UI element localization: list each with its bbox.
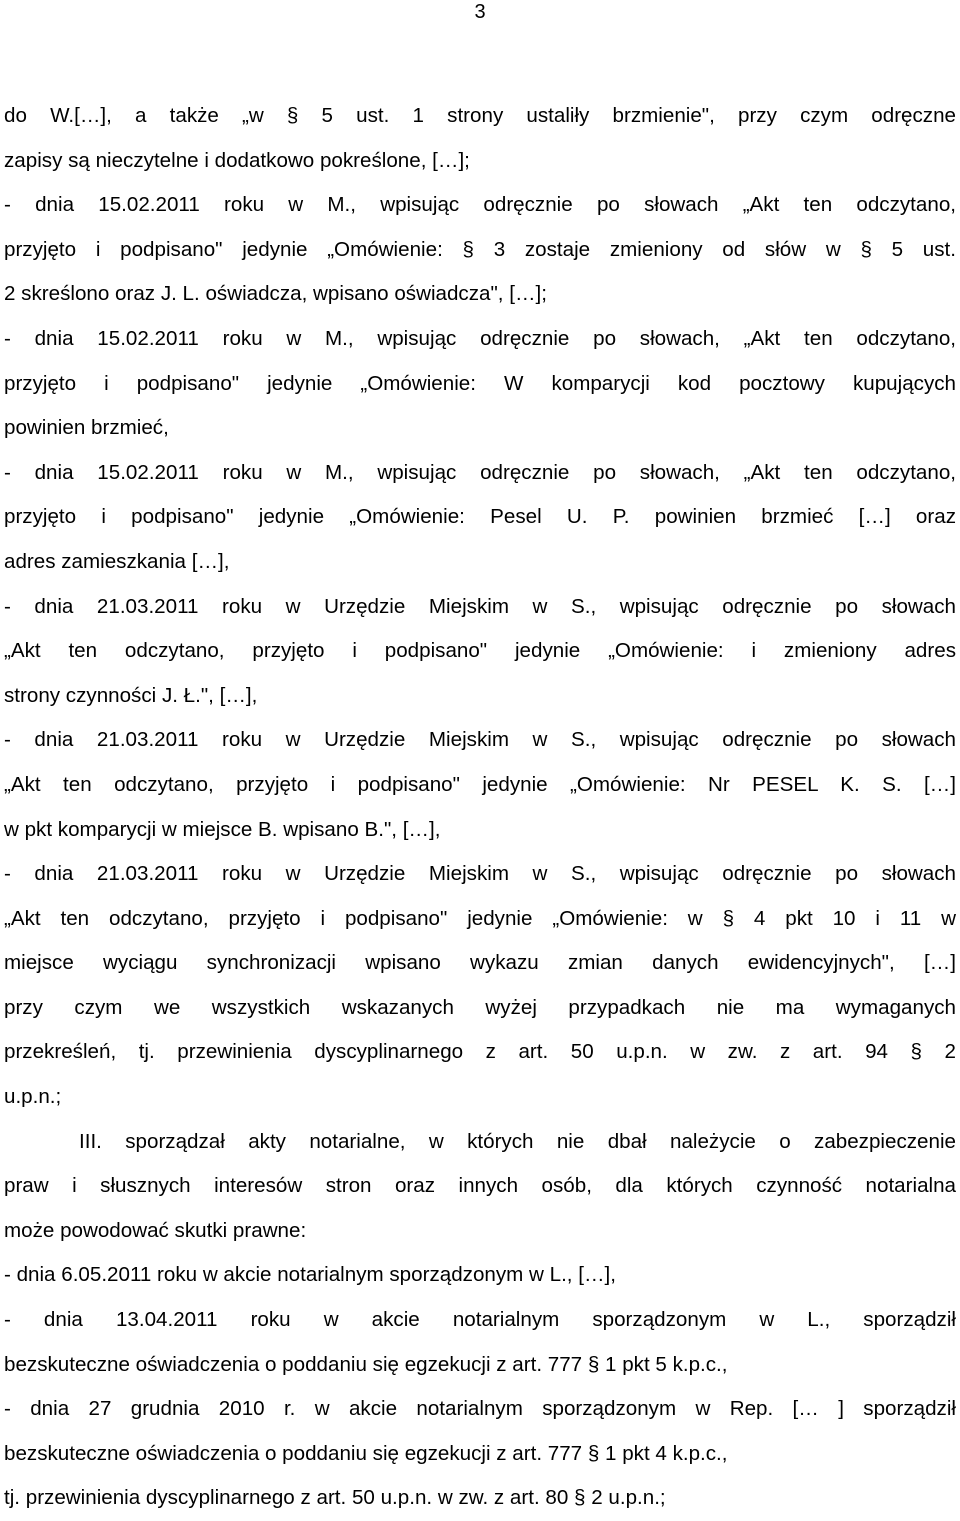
text-line: - dnia 21.03.2011 roku w Urzędzie Miejskim w S., wpisując odręcznie po słowach [4,862,956,886]
text-line: „Akt ten odczytano, przyjęto i podpisano" jedynie „Omówienie: i zmieniony adres [4,639,956,663]
text-line: przyjęto i podpisano" jedynie „Omówienie: W komparycji kod pocztowy kupujących [4,371,956,395]
text-line: bezskuteczne oświadczenia o poddaniu się egzekucji z art. 777 § 1 pkt 5 k.p.c., [4,1352,728,1376]
text-line: przyjęto i podpisano" jedynie „Omówienie: Pesel U. P. powinien brzmieć […] oraz [4,505,956,529]
text-line: - dnia 15.02.2011 roku w M., wpisując odręcznie po słowach, „Akt ten odczytano, [4,460,956,484]
text-line: - dnia 27 grudnia 2010 r. w akcie notarialnym sporządzonym w Rep. [… ] sporządził [4,1397,956,1421]
text-line: miejsce wyciągu synchronizacji wpisano wykazu zmian danych ewidencyjnych", […] [4,951,956,975]
text-line: przyjęto i podpisano" jedynie „Omówienie: § 3 zostaje zmieniony od słów w § 5 ust. [4,237,956,261]
document-body [4,94,956,1521]
text-line: - dnia 15.02.2011 roku w M., wpisując odręcznie po słowach, „Akt ten odczytano, [4,326,956,350]
text-line: - dnia 13.04.2011 roku w akcie notarialnym sporządzonym w L., sporządził [4,1308,956,1332]
text-line: „Akt ten odczytano, przyjęto i podpisano" jedynie „Omówienie: w § 4 pkt 10 i 11 w [4,906,956,930]
text-line: u.p.n.; [4,1085,62,1109]
text-line: może powodować skutki prawne: [4,1218,307,1242]
text-line: bezskuteczne oświadczenia o poddaniu się egzekucji z art. 777 § 1 pkt 4 k.p.c., [4,1441,728,1465]
text-line: do W.[…], a także „w § 5 ust. 1 strony ustaliły brzmienie", przy czym odręczne [4,104,956,127]
text-line: - dnia 21.03.2011 roku w Urzędzie Miejskim w S., wpisując odręcznie po słowach [4,594,956,618]
text-line: praw i słusznych interesów stron oraz innych osób, dla których czynność notarialna [4,1174,956,1198]
text-line: powinien brzmieć, [4,416,169,440]
text-line: „Akt ten odczytano, przyjęto i podpisano" jedynie „Omówienie: Nr PESEL K. S. […] [4,772,956,796]
text-line: - dnia 21.03.2011 roku w Urzędzie Miejskim w S., wpisując odręcznie po słowach [4,728,956,752]
text-line: - dnia 15.02.2011 roku w M., wpisując odręcznie po słowach „Akt ten odczytano, [4,193,956,217]
text-line: III. sporządzał akty notarialne, w których nie dbał należycie o zabezpieczenie [79,1129,956,1153]
text-line: przy czym we wszystkich wskazanych wyżej przypadkach nie ma wymaganych [4,995,956,1019]
page-number: 3 [474,1,486,23]
text-line: 2 skreślono oraz J. L. oświadcza, wpisano oświadcza", […]; [4,282,547,306]
text-line: w pkt komparycji w miejsce B. wpisano B.", […], [4,817,441,841]
text-line: strony czynności J. Ł.", […], [4,683,258,707]
text-line: - dnia 6.05.2011 roku w akcie notarialnym sporządzonym w L., […], [4,1263,616,1287]
text-line: adres zamieszkania […], [4,549,230,573]
text-line: zapisy są nieczytelne i dodatkowo pokreślone, […]; [4,148,470,172]
text-line: przekreśleń, tj. przewinienia dyscyplinarnego z art. 50 u.p.n. w zw. z art. 94 § 2 [4,1040,956,1064]
text-line: tj. przewinienia dyscyplinarnego z art. 50 u.p.n. w zw. z art. 80 § 2 u.p.n.; [4,1486,666,1510]
